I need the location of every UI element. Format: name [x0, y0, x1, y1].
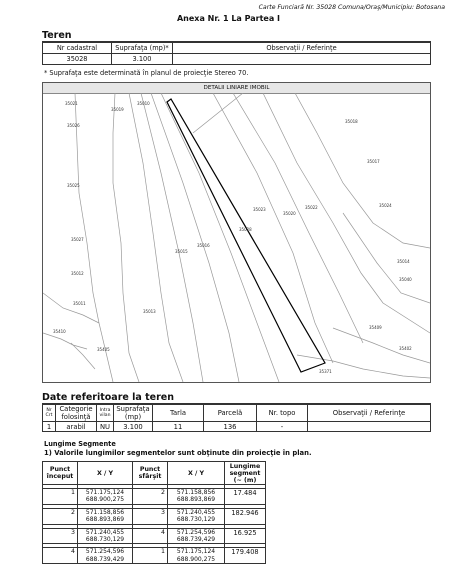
- coord-y: 688.893,869: [85, 516, 125, 524]
- column-header: Intra vilan: [97, 405, 114, 422]
- coord-y: 688.730,129: [176, 516, 216, 524]
- parcel-label: 35016: [197, 243, 210, 248]
- table-header-row: [43, 462, 266, 485]
- start-point: 2: [43, 508, 78, 524]
- coord-y: 688.900,275: [85, 496, 125, 504]
- coord-y: 688.739,429: [176, 536, 216, 544]
- table-row: [43, 54, 431, 65]
- section-heading-lungime: Lungime Segmente: [44, 440, 116, 448]
- parcel-label: 35402: [399, 346, 412, 351]
- coord-y: 688.893,869: [176, 496, 216, 504]
- column-header: Punct început: [43, 462, 78, 485]
- parcel-label: 35025: [67, 183, 80, 188]
- segment-length: 16.925: [225, 528, 266, 544]
- column-header: Nr cadastral: [43, 43, 112, 54]
- table-row: [43, 548, 266, 564]
- column-header: Tarla: [153, 405, 204, 422]
- column-header: Suprafaţa (mp): [114, 405, 153, 422]
- table-cell: 3.100: [112, 54, 173, 65]
- table-header-row: [43, 405, 431, 422]
- table-row: [43, 508, 266, 524]
- table-cell: arabil: [56, 422, 97, 432]
- end-coords: [168, 508, 225, 524]
- coord-y: 688.739,429: [85, 555, 125, 563]
- coord-x: 571.175,124: [176, 548, 216, 556]
- column-header: Parcelă: [204, 405, 257, 422]
- parcel-label: 35013: [143, 309, 156, 314]
- coord-x: 571.175,124: [85, 489, 125, 496]
- coord-x: 571.240,455: [85, 528, 125, 536]
- column-header: Lungime segment (~ (m): [225, 462, 266, 485]
- parcel-label: 35014: [397, 259, 410, 264]
- coord-y: 688.730,129: [85, 536, 125, 544]
- end-point: 2: [133, 489, 168, 505]
- parcel-label: 35019: [111, 107, 124, 112]
- land-data-table: [42, 404, 431, 432]
- table-row: [43, 489, 266, 505]
- start-coords: [78, 508, 133, 524]
- section-heading-date-teren: Date referitoare la teren: [42, 392, 174, 403]
- parcel-label: 35028: [239, 227, 252, 232]
- parcel-label: 35409: [369, 325, 382, 330]
- table-row: [43, 528, 266, 544]
- parcel-label: 35018: [345, 119, 358, 124]
- end-point: 1: [133, 548, 168, 564]
- column-header: Categorie folosinţă: [56, 405, 97, 422]
- parcel-label: 35027: [71, 237, 84, 242]
- parcel-label: 35011: [73, 301, 86, 306]
- start-coords: [78, 548, 133, 564]
- segment-lengths-table: [42, 461, 266, 564]
- parcel-label: 35410: [53, 329, 66, 334]
- parcel-label: 35023: [253, 207, 266, 212]
- section-heading-teren: Teren: [42, 30, 72, 41]
- table-cell: 3.100: [114, 422, 153, 432]
- segment-length: 17.484: [225, 489, 266, 505]
- segment-length: 179.408: [225, 548, 266, 564]
- table-cell: NU: [97, 422, 114, 432]
- end-coords: [168, 489, 225, 505]
- parcel-label: 35017: [367, 159, 380, 164]
- footnote: * Suprafaţa este determinată în planul de proiecţie Stereo 70.: [44, 69, 249, 77]
- column-header: X / Y: [168, 462, 225, 485]
- coord-x: 571.254,596: [85, 548, 125, 556]
- parcel-label: 35020: [283, 211, 296, 216]
- table-header-row: [43, 43, 431, 54]
- map-title: DETALII LINIARE IMOBIL: [43, 83, 430, 94]
- parcel-label: 35371: [319, 369, 332, 374]
- end-coords: [168, 528, 225, 544]
- table-cell: [308, 422, 431, 432]
- coord-y: 688.900,275: [176, 555, 216, 563]
- table-cell: 11: [153, 422, 204, 432]
- start-coords: [78, 489, 133, 505]
- parcel-map: [42, 82, 431, 383]
- cf-reference: Carte Funciară Nr. 35028 Comuna/Oraş/Municipiu: Botosana: [258, 4, 445, 11]
- start-coords: [78, 528, 133, 544]
- table-cell: 1: [43, 422, 56, 432]
- column-header: Observaţii / Referinţe: [308, 405, 431, 422]
- column-header: Punct sfârşit: [133, 462, 168, 485]
- column-header: Suprafaţa (mp)*: [112, 43, 173, 54]
- table-row: [43, 422, 431, 432]
- parcel-plan-drawing: [43, 93, 430, 382]
- column-header: Nr. topo: [257, 405, 308, 422]
- start-point: 4: [43, 548, 78, 564]
- parcel-label: 35010: [137, 101, 150, 106]
- parcel-label: 35040: [399, 277, 412, 282]
- start-point: 3: [43, 528, 78, 544]
- column-header: X / Y: [78, 462, 133, 485]
- coord-x: 571.158,856: [85, 508, 125, 516]
- coord-x: 571.240,455: [176, 508, 216, 516]
- parcel-label: 35026: [67, 123, 80, 128]
- start-point: 1: [43, 489, 78, 505]
- column-header: Observaţii / Referinţe: [173, 43, 431, 54]
- coord-x: 571.254,596: [176, 528, 216, 536]
- segment-note: 1) Valorile lungimilor segmentelor sunt obţinute din proiecţie în plan.: [44, 449, 312, 457]
- coord-x: 571.158,856: [176, 489, 216, 496]
- end-coords: [168, 548, 225, 564]
- parcel-label: 35024: [379, 203, 392, 208]
- table-cell: [173, 54, 431, 65]
- segment-length: 182.946: [225, 508, 266, 524]
- end-point: 4: [133, 528, 168, 544]
- teren-table: [42, 42, 431, 65]
- document-title: Anexa Nr. 1 La Partea I: [176, 14, 280, 23]
- parcel-label: 35015: [175, 249, 188, 254]
- table-cell: 35028: [43, 54, 112, 65]
- column-header: Nr Crt: [43, 405, 56, 422]
- parcel-label: 35012: [71, 271, 84, 276]
- parcel-label: 35021: [65, 101, 78, 106]
- parcel-label: 35022: [305, 205, 318, 210]
- parcel-label: 35405: [97, 347, 110, 352]
- table-cell: 136: [204, 422, 257, 432]
- end-point: 3: [133, 508, 168, 524]
- table-cell: -: [257, 422, 308, 432]
